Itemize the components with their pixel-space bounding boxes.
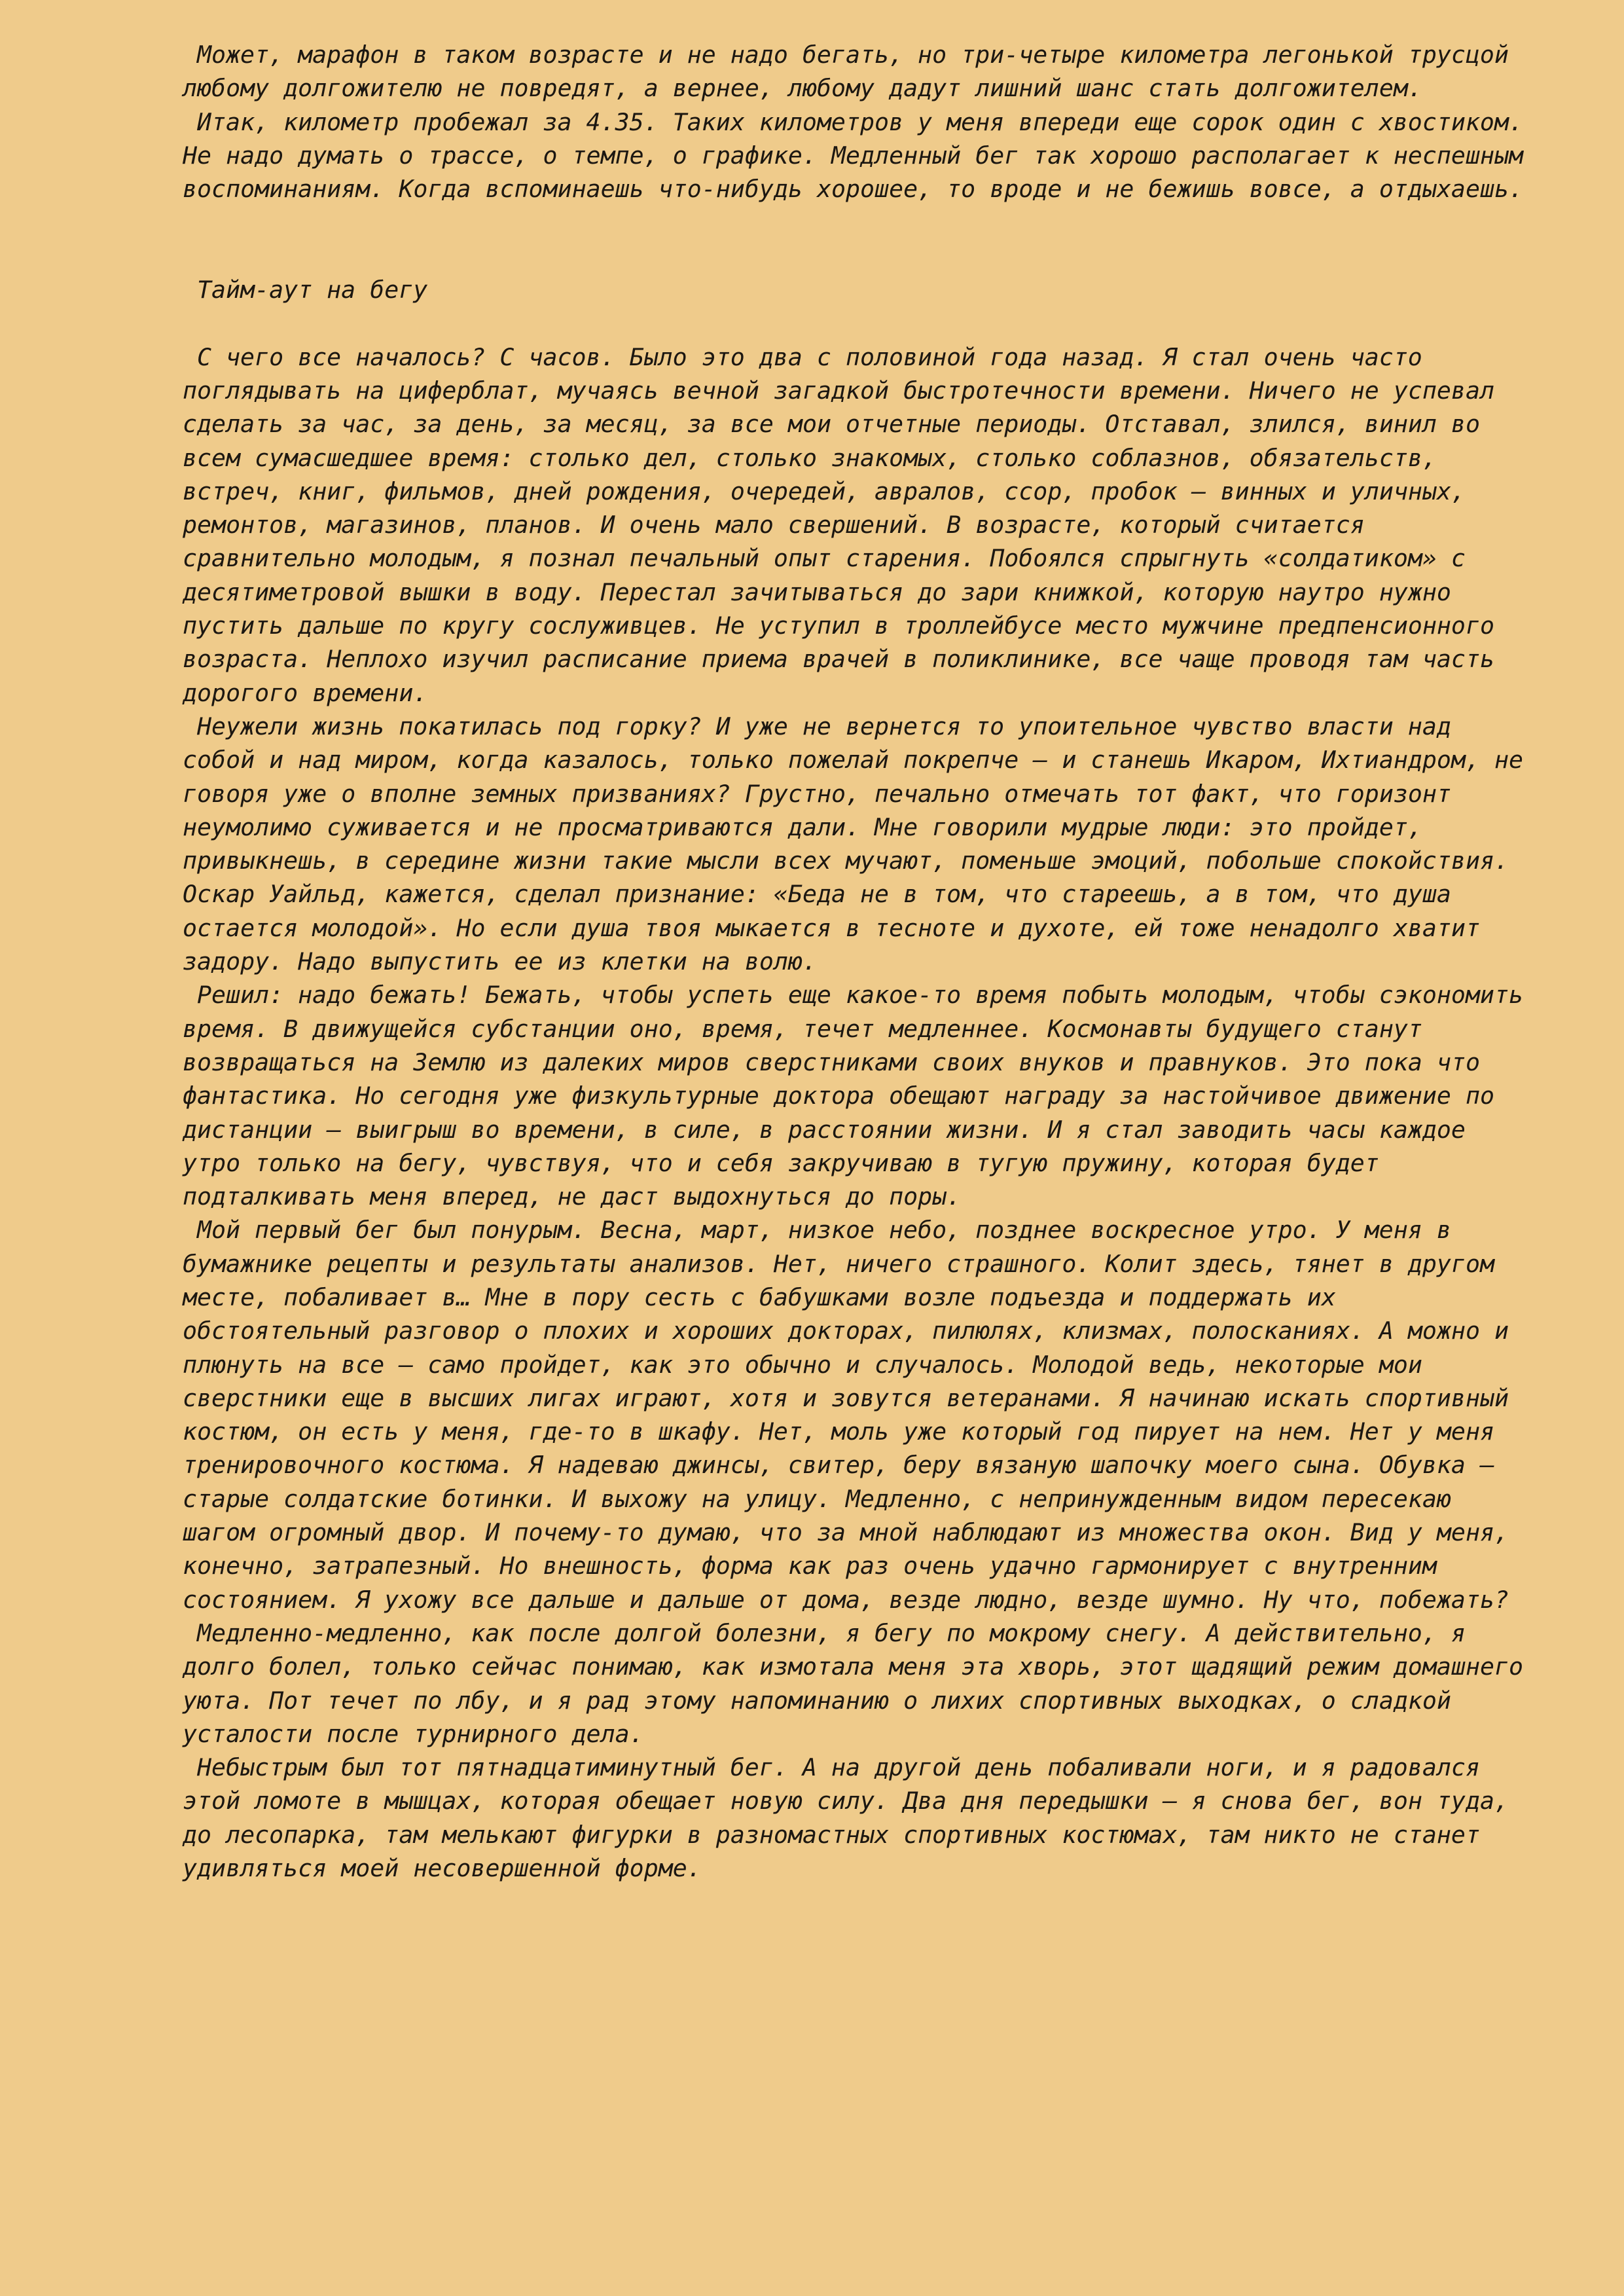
blank-line bbox=[183, 306, 1531, 340]
blank-line bbox=[183, 206, 1531, 239]
paragraph-main-6: Небыстрым был тот пятнадцатиминутный бег. А на другой день побаливали ноги, и я радовался этой ломоте в мышцах, которая обещает новую силу. Два дня передышки – я снова бег, вон туда, до лесопарка, там мелькают фигурки в разномастных спортивных костюмах, там никто не станет удивляться моей несовершенной форме. bbox=[183, 1753, 1509, 1883]
paragraph-main-4: Мой первый бег был понурым. Весна, март, низкое небо, позднее воскресное утро. У меня в бумажнике рецепты и результаты анализов. Нет, ничего страшного. Колит здесь, тянет в другом месте, побаливает в… Мне в пору сесть с бабушками возле подъезда и поддержать их обстоятельный разговор о плохих и хороших докторах, пилюлях, клизмах, полосканиях. А можно и плюнуть на все – само пройдет, как это обычно и случалось. Молодой ведь, некоторые мои сверстники еще в высших лигах играют, хотя и зовутся ветеранами. Я начинаю искать спортивный костюм, он есть у меня, где-то в шкафу. Нет, моль уже который год пирует на нем. Нет у меня тренировочного костюма. Я надеваю джинсы, свитер, беру вязаную шапочку моего сына. Обувка – старые солдатские ботинки. И выхожу на улицу. Медленно, с непринужденным видом пересекаю шагом огромный двор. И почему-то думаю, что за мной наблюдают из множества окон. Вид у меня, конечно, затрапезный. Но внешность, форма как раз очень удачно гармонирует с внутренним состоянием. Я ухожу все дальше и дальше от дома, везде людно, везде шумно. Ну что, побежать? bbox=[183, 1216, 1509, 1614]
paragraph-main-2: Неужели жизнь покатилась под горку? И уже не вернется то упоительное чувство власти над собой и над миром, когда казалось, только пожелай покрепче – и станешь Икаром, Ихтиандром, не говоря уже о вполне земных призваниях? Грустно, печально отмечать тот факт, что горизонт неумолимо суживается и не просматриваются дали. Мне говорили мудрые люди: это пройдет, привыкнешь, в середине жизни такие мысли всех мучают, поменьше эмоций, побольше спокойствия. Оскар Уайльд, кажется, сделал признание: «Беда не в том, что стареешь, а в том, что душа остается молодой». Но если душа твоя мыкается в тесноте и духоте, ей тоже ненадолго хватит задору. Надо выпустить ее из клетки на волю. bbox=[183, 712, 1524, 976]
paragraph-main-1: С чего все началось? С часов. Было это два с половиной года назад. Я стал очень часто поглядывать на циферблат, мучаясь вечной загадкой быстротечности времени. Ничего не успевал сделать за час, за день, за месяц, за все мои отчетные периоды. Отставал, злился, винил во всем сумасшедшее время: столько дел, столько знакомых, столько соблазнов, обязательств, встреч, книг, фильмов, дней рождения, очередей, авралов, ссор, пробок – винных и уличных, ремонтов, магазинов, планов. И очень мало свершений. В возрасте, который считается сравнительно молодым, я познал печальный опыт старения. Побоялся спрыгнуть «солдатиком» с десятиметровой вышки в воду. Перестал зачитываться до зари книжкой, которую наутро нужно пустить дальше по кругу сослуживцев. Не уступил в троллейбусе место мужчине предпенсионного возраста. Неплохо изучил расписание приема врачей в поликлинике, все чаще проводя там часть дорогого времени. bbox=[183, 342, 1494, 707]
document-page bbox=[183, 38, 1531, 1885]
paragraph-intro-1: Может, марафон в таком возрасте и не надо бегать, но три-четыре километра легонькой трусцой любому долгожителю не повредят, а вернее, любому дадут лишний шанс стать долгожителем. bbox=[183, 41, 1509, 103]
paragraph-intro-2: Итак, километр пробежал за 4.35. Таких километров у меня впереди еще сорок один с хвостиком. Не надо думать о трассе, о темпе, о графике. Медленный бег так хорошо располагает к неспешным воспоминаниям. Когда вспоминаешь что-нибудь хорошее, то вроде и не бежишь вовсе, а отдыхаешь. bbox=[183, 107, 1524, 204]
blank-line bbox=[183, 240, 1531, 273]
section-title: Тайм-аут на бегу bbox=[196, 276, 428, 304]
paragraph-main-3: Решил: надо бежать! Бежать, чтобы успеть еще какое-то время побыть молодым, чтобы сэкономить время. В движущейся субстанции оно, время, течет медленнее. Космонавты будущего станут возвращаться на Землю из далеких миров сверстниками своих внуков и правнуков. Это пока что фантастика. Но сегодня уже физкультурные доктора обещают награду за настойчивое движение по дистанции – выигрыш во времени, в силе, в расстоянии жизни. И я стал заводить часы каждое утро только на бегу, чувствуя, что и себя закручиваю в тугую пружину, которая будет подталкивать меня вперед, не даст выдохнуться до поры. bbox=[183, 981, 1523, 1211]
paragraph-main-5: Медленно-медленно, как после долгой болезни, я бегу по мокрому снегу. А действительно, я долго болел, только сейчас понимаю, как измотала меня эта хворь, этот щадящий режим домашнего уюта. Пот течет по лбу, и я рад этому напоминанию о лихих спортивных выходках, о сладкой усталости после турнирного дела. bbox=[183, 1618, 1524, 1748]
